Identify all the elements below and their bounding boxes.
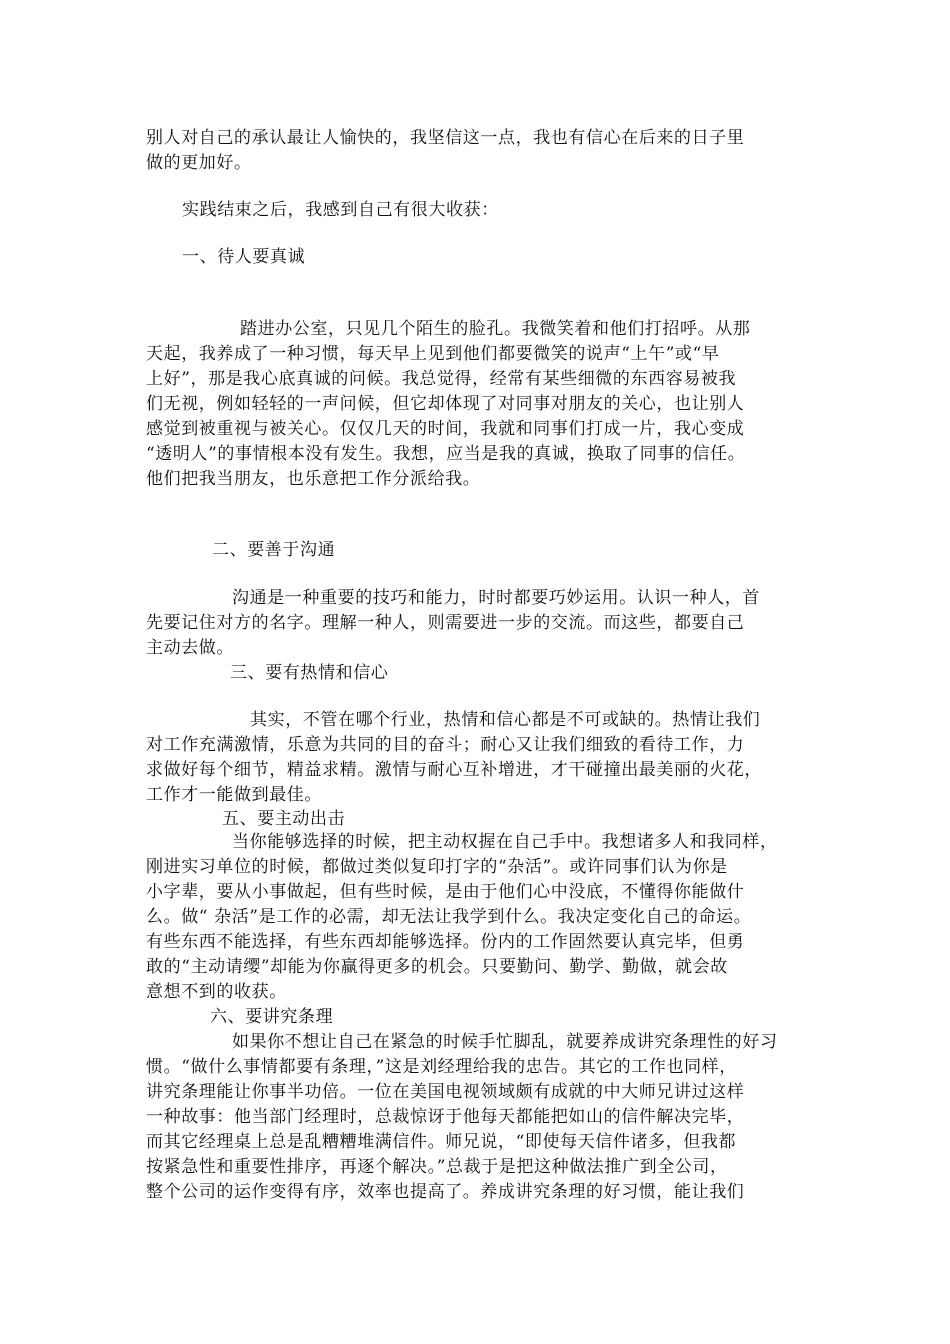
text-line: 惯。“做什么事情都要有条理，”这是刘经理给我的忠告。其它的工作也同样，: [146, 1057, 737, 1077]
text-line: 当你能够选择的时候，把主动权握在自己手中。我想诸多人和我同样，: [232, 832, 778, 852]
text-line: 主动去做。: [146, 638, 234, 658]
text-line: 们无视，例如轻轻的一声问候，但它却体现了对同事对朋友的关心，也让别人: [146, 394, 745, 414]
text-line: 对工作充满激情，乐意为共同的目的奋斗；耐心又让我们细致的看待工作，力: [146, 735, 745, 755]
text-line: 做的更加好。: [146, 153, 252, 173]
text-line: 求做好每个细节，精益求精。激情与耐心互补增进，才干碰撞出最美丽的火花，: [146, 760, 762, 780]
section-heading: 六、要讲究条理: [210, 1007, 334, 1027]
text-line: 其实，不管在哪个行业，热情和信心都是不可或缺的。热情让我们: [250, 710, 761, 730]
text-line: 按紧急性和重要性排序，再逐个解决。”总裁于是把这种做法推广到全公司，: [146, 1157, 728, 1177]
text-line: 有些东西不能选择，有些东西却能够选择。份内的工作固然要认真完毕，但勇: [146, 932, 745, 952]
text-line: 感觉到被重视与被关心。仅仅几天的时间，我就和同事们打成一片，我心变成: [146, 419, 745, 439]
text-line: 讲究条理能让你事半功倍。一位在美国电视领域颇有成就的中大师兄讲过这样: [146, 1082, 745, 1102]
text-line: 意想不到的收获。: [146, 982, 287, 1002]
text-line: 沟通是一种重要的技巧和能力，时时都要巧妙运用。认识一种人，首: [232, 588, 760, 608]
text-line: “透明人”的事情根本没有发生。我想，应当是我的真诚，换取了同事的信任。: [146, 444, 746, 464]
text-line: 小字辈，要从小事做起，但有些时候，是由于他们心中没底，不懂得你能做什: [146, 882, 745, 902]
text-line: 如果你不想让自己在紧急的时候手忙脚乱，就要养成讲究条理性的好习: [232, 1032, 778, 1052]
text-line: 先要记住对方的名字。理解一种人，则需要进一步的交流。而这些，都要自己: [146, 613, 745, 633]
section-heading: 三、要有热情和信心: [230, 663, 389, 683]
text-line: 实践结束之后，我感到自己有很大收获：: [182, 200, 499, 220]
text-line: 整个公司的运作变得有序，效率也提高了。养成讲究条理的好习惯，能让我们: [146, 1182, 745, 1202]
text-line: 上好”，那是我心底真诚的问候。我总觉得，经常有某些细微的东西容易被我: [146, 369, 737, 389]
section-heading: 五、要主动出击: [222, 809, 346, 829]
section-heading: 一、待人要真诚: [182, 247, 306, 267]
section-heading: 二、要善于沟通: [212, 540, 336, 560]
text-line: 踏进办公室，只见几个陌生的脸孔。我微笑着和他们打招呼。从那: [240, 319, 751, 339]
text-line: 工作才一能做到最佳。: [146, 785, 322, 805]
text-line: 他们把我当朋友，也乐意把工作分派给我。: [146, 469, 481, 489]
text-line: 别人对自己的承认最让人愉快的，我坚信这一点，我也有信心在后来的日子里: [146, 128, 745, 148]
text-line: 么。做“ 杂活”是工作的必需，却无法让我学到什么。我决定变化自己的命运。: [146, 907, 752, 927]
text-line: 一种故事：他当部门经理时，总裁惊讶于他每天都能把如山的信件解决完毕，: [146, 1107, 745, 1127]
text-line: 而其它经理桌上总是乱糟糟堆满信件。师兄说，“即使每天信件诸多，但我都: [146, 1132, 737, 1152]
text-line: 敢的“主动请缨”却能为你赢得更多的机会。只要勤问、勤学、勤做，就会故: [146, 957, 728, 977]
text-line: 刚进实习单位的时候，都做过类似复印打字的“杂活”。或许同事们认为你是: [146, 857, 728, 877]
text-line: 天起，我养成了一种习惯，每天早上见到他们都要微笑的说声“上午”或“早: [146, 344, 720, 364]
